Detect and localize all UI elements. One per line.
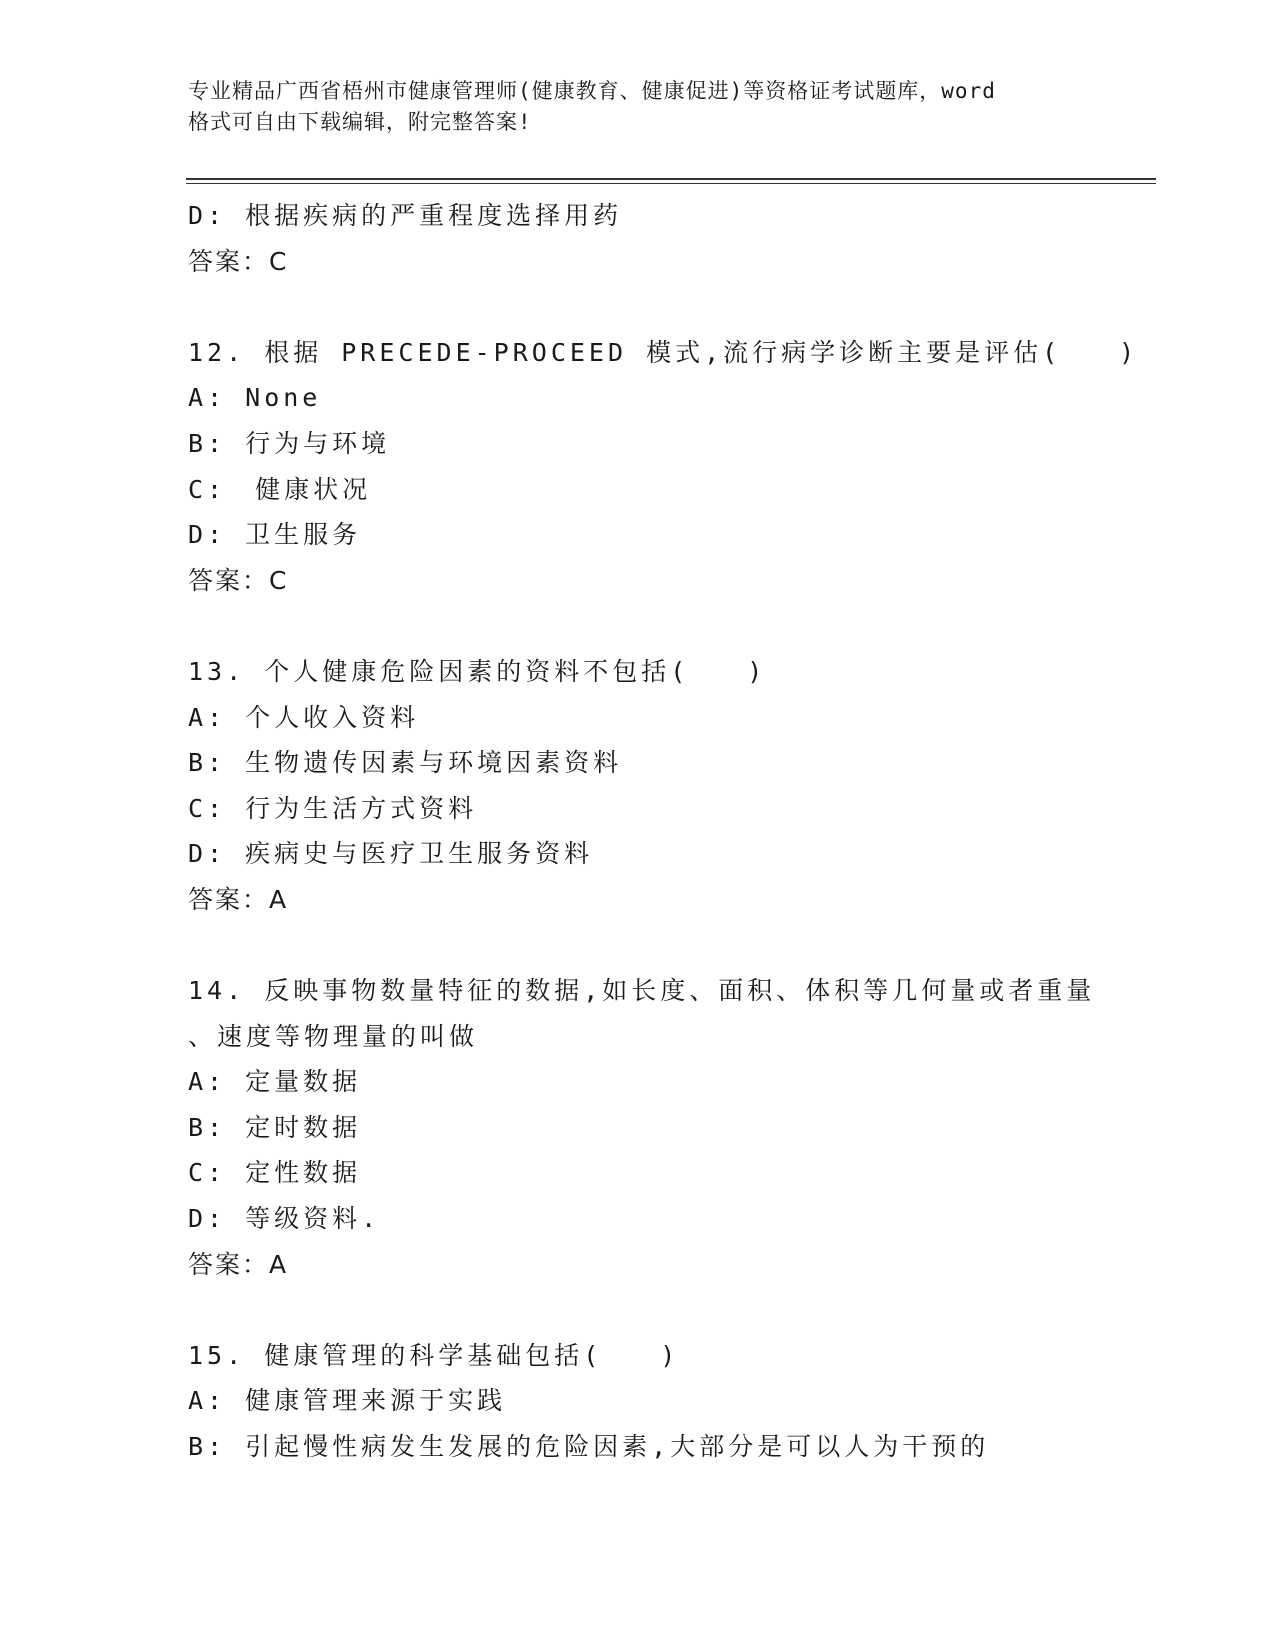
option-c: C: 行为生活方式资料	[188, 793, 478, 823]
option-d: D: 等级资料.	[188, 1204, 381, 1234]
question-stem: 15. 健康管理的科学基础包括( )	[188, 1340, 680, 1370]
option-c: C: 定性数据	[188, 1158, 362, 1188]
answer: 答案：C	[188, 246, 289, 276]
question-stem-line-1: 14. 反映事物数量特征的数据,如长度、面积、体积等几何量或者重量	[188, 976, 1096, 1006]
option-a: A: 个人收入资料	[188, 702, 420, 732]
option-b: B: 引起慢性病发生发展的危险因素,大部分是可以人为干预的	[188, 1432, 990, 1462]
header-divider-thick	[186, 178, 1156, 180]
option-d: D: 卫生服务	[188, 520, 362, 550]
header-line-1: 专业精品广西省梧州市健康管理师(健康教育、健康促进)等资格证考试题库，word	[188, 79, 996, 103]
option-c: C: 健康状况	[188, 474, 372, 504]
option-a: A: None	[188, 383, 322, 413]
question-stem-line-2: 、速度等物理量的叫做	[188, 1021, 479, 1051]
option-a: A: 定量数据	[188, 1067, 362, 1097]
question-11-tail	[188, 193, 1148, 284]
question-12	[188, 330, 1148, 604]
answer: 答案：A	[188, 1249, 289, 1279]
question-stem: 13. 个人健康危险因素的资料不包括( )	[188, 656, 767, 686]
question-list	[188, 193, 1148, 1470]
option-d: D: 根据疾病的严重程度选择用药	[188, 201, 623, 230]
question-14	[188, 968, 1148, 1287]
question-stem: 12. 根据 PRECEDE-PROCEED 模式,流行病学诊断主要是评估( )	[188, 337, 1139, 367]
option-b: B: 生物遗传因素与环境因素资料	[188, 748, 623, 778]
answer: 答案：A	[188, 884, 289, 914]
question-15	[188, 1333, 1148, 1470]
header-line-2: 格式可自由下载编辑，附完整答案!	[188, 110, 532, 134]
option-b: B: 行为与环境	[188, 428, 391, 458]
question-13	[188, 649, 1148, 923]
option-a: A: 健康管理来源于实践	[188, 1386, 507, 1416]
option-d: D: 疾病史与医疗卫生服务资料	[188, 839, 594, 869]
answer: 答案：C	[188, 565, 289, 595]
header-divider-thin	[186, 183, 1156, 184]
option-b: B: 定时数据	[188, 1112, 362, 1142]
document-header	[188, 76, 1088, 138]
